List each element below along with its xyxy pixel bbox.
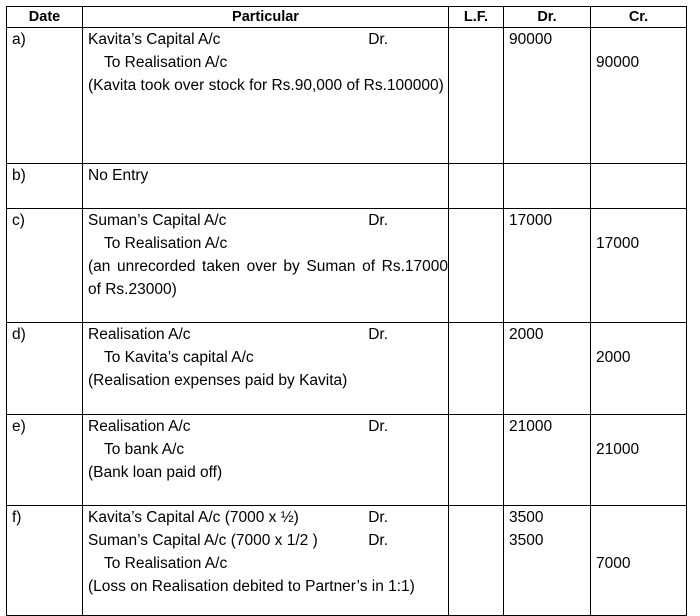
entry-date: b) (7, 164, 83, 209)
debit-line (88, 506, 448, 529)
journal-table (6, 6, 687, 616)
dr-amount: 17000 (509, 212, 553, 229)
debit-account: Realisation A/c (88, 326, 191, 343)
entry-debit-amount (504, 164, 591, 209)
entry-credit-amount (591, 415, 687, 506)
narration: (an unrecorded taken over by Suman of Rs.17000 of Rs.23000) (88, 258, 448, 298)
journal-entry-row (7, 323, 687, 415)
entry-lf (449, 28, 504, 164)
debit-line (88, 415, 448, 438)
debit-account: Suman’s Capital A/c (88, 212, 227, 229)
header-dr: Dr. (504, 7, 591, 28)
debit-line (88, 323, 448, 346)
cr-amount: 21000 (596, 441, 640, 458)
entry-debit-amount (504, 323, 591, 415)
dr-tag: Dr. (368, 31, 388, 48)
entry-lf (449, 164, 504, 209)
entry-particular (83, 28, 449, 164)
narration: (Kavita took over stock for Rs.90,000 of Rs.100000) (88, 77, 444, 94)
dr-tag: Dr. (368, 212, 388, 229)
journal-entry-row (7, 209, 687, 323)
credit-line: To Realisation A/c (104, 54, 228, 71)
cr-spacer (596, 506, 686, 529)
narration: (Bank loan paid off) (88, 464, 223, 481)
entry-debit-amount (504, 506, 591, 616)
entry-debit-amount (504, 28, 591, 164)
dr-tag: Dr. (368, 418, 388, 435)
entry-credit-amount (591, 28, 687, 164)
cr-amount: 90000 (596, 54, 640, 71)
entry-particular (83, 164, 449, 209)
debit-line (88, 529, 448, 552)
debit-line (88, 209, 448, 232)
dr-tag: Dr. (368, 509, 388, 526)
entry-credit-amount (591, 506, 687, 616)
dr-amount: 2000 (509, 326, 544, 343)
header-particular: Particular (83, 7, 449, 28)
entry-particular (83, 506, 449, 616)
debit-account: Realisation A/c (88, 418, 191, 435)
journal-entry-row (7, 164, 687, 209)
cr-spacer (596, 323, 686, 346)
entry-particular (83, 415, 449, 506)
debit-line (88, 28, 448, 51)
credit-line: To Realisation A/c (104, 555, 228, 572)
credit-line: To Kavita’s capital A/c (104, 349, 254, 366)
entry-date: a) (7, 28, 83, 164)
journal-entry-row (7, 415, 687, 506)
debit-account: Kavita’s Capital A/c (7000 x ½) (88, 509, 299, 526)
entry-date: f) (7, 506, 83, 616)
entry-lf (449, 415, 504, 506)
entry-lf (449, 323, 504, 415)
entry-note: No Entry (88, 167, 149, 184)
header-cr: Cr. (591, 7, 687, 28)
cr-amount: 7000 (596, 555, 631, 572)
entry-particular (83, 323, 449, 415)
entry-lf (449, 506, 504, 616)
cr-spacer (596, 28, 686, 51)
credit-line: To bank A/c (104, 441, 185, 458)
header-row (7, 7, 687, 28)
debit-account: Kavita’s Capital A/c (88, 31, 221, 48)
debit-account: Suman’s Capital A/c (7000 x 1/2 ) (88, 532, 318, 549)
cr-spacer (596, 209, 686, 232)
dr-amount: 90000 (509, 31, 553, 48)
journal-entry-row (7, 506, 687, 616)
narration: (Loss on Realisation debited to Partner’s in 1:1) (88, 578, 415, 595)
cr-amount: 2000 (596, 349, 631, 366)
header-lf: L.F. (449, 7, 504, 28)
dr-tag: Dr. (368, 326, 388, 343)
entry-date: e) (7, 415, 83, 506)
entry-credit-amount (591, 164, 687, 209)
header-date: Date (7, 7, 83, 28)
credit-line: To Realisation A/c (104, 235, 228, 252)
entry-date: d) (7, 323, 83, 415)
dr-amount: 3500 (509, 509, 544, 526)
journal-entry-row (7, 28, 687, 164)
entry-date: c) (7, 209, 83, 323)
entry-lf (449, 209, 504, 323)
journal-body (7, 28, 687, 616)
cr-spacer (596, 529, 686, 552)
entry-credit-amount (591, 209, 687, 323)
dr-tag: Dr. (368, 532, 388, 549)
entry-debit-amount (504, 209, 591, 323)
cr-spacer (596, 415, 686, 438)
narration: (Realisation expenses paid by Kavita) (88, 372, 348, 389)
cr-amount: 17000 (596, 235, 640, 252)
entry-credit-amount (591, 323, 687, 415)
dr-amount: 3500 (509, 532, 544, 549)
entry-debit-amount (504, 415, 591, 506)
entry-particular (83, 209, 449, 323)
dr-amount: 21000 (509, 418, 553, 435)
